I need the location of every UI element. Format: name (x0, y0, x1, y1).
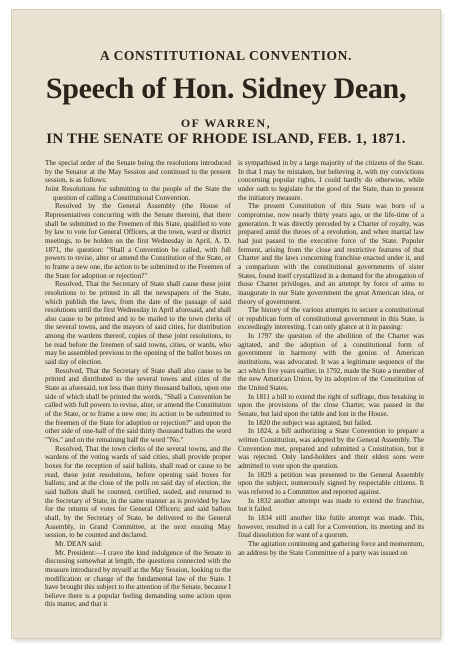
paragraph: Resolved, That the Secretary of State shall cause these joint resolutions to be printed in all the newspapers of the State, which publish the laws, from the date of the passage of said resolutions until the first Wednesday in April aforesaid, and shall also cause to be printed and to be mailed to the town clerks of the several towns, and the mayors of said cities, for distribution among the wardens thereof, copies of these joint resolutions, to be read before the freemen of said towns, cities, or wards, who may be assembled previous to the opening of the ballot boxes on said day of election. (45, 280, 231, 367)
paragraph: The agitation continuing and gathering force and momentum, an address by the State Committee of a party was issued on (238, 539, 424, 557)
paragraph: The special order of the Senate being the resolutions introduced by the Senator at the May Session and continued to the present session, is as follows: (45, 159, 231, 185)
paragraph: In 1832 another attempt was made to extend the franchise, but it failed. (238, 496, 424, 514)
paragraph: In 1797 the question of the abolition of the Charter was agitated, and the adoption of a constitutional form of government in harmony with the genius of American institutions, was advocated. It was a legitimate sequence of the act which five years earlier, in 1792, made the State a member of the new American Union, by its adoption of the Constitution of the United States. (238, 332, 424, 393)
right-text-column (238, 159, 424, 619)
document-page (12, 10, 440, 638)
paragraph: Joint Resolutions for submitting to the people of the State the question of calling a Constitutional Convention. (45, 184, 231, 202)
paragraph: In 1811 a bill to extend the right of suffrage, thus breaking in upon the provisions of the close Charter, was passed in the Senate, but laid upon the table and lost in the House. (238, 392, 424, 419)
paragraph: In 1834 still another like futile attempt was made. This, however, resulted in a call for a Convention, its meeting and its final dissolution for want of a quorum. (238, 513, 424, 540)
left-text-column (45, 159, 231, 619)
paragraph: is sympathised in by a large majority of the citizens of the State. In that I may be mistaken, but believing it, with my convictions concerning popular rights, I could hardly do otherwise, while under oath to legislate for the good of the State, than to present the initiatory measure. (238, 159, 424, 202)
venue-dateline: IN THE SENATE OF RHODE ISLAND, FEB. 1, 1871. (46, 131, 406, 147)
page-title: Speech of Hon. Sidney Dean, (45, 72, 407, 105)
paragraph: Mr. President:—I crave the kind indulgence of the Senate in discussing somewhat at length, the questions connected with the measure introduced by myself at the May Session, looking to the modification or change of the fundamental law of the State. I have brought this subject to the attention of the Senate, because I believe there is a popular feeling demanding some action upon this matter, and that it (45, 548, 231, 609)
paragraph: In 1829 a petition was presented to the General Assembly upon the subject, numerously signed by respectable citizens. It was referred to a Committee and reported against. (238, 470, 424, 496)
paragraph: In 1824, a bill authorizing a State Convention to prepare a written Constitution, was adopted by the General Assembly. The Convention met, prepared and submitted a Constitution, but it was rejected. Only land-holders and their eldest sons were admitted to vote upon the question. (238, 427, 424, 470)
paragraph: The history of the various attempts to secure a constitutional or republican form of constitutional government in this State, is exceedingly interesting. I can only glance at it in passing: (238, 306, 424, 332)
paragraph: The present Constitution of this State was born of a compromise, now nearly thirty years ago, or the life-time of a generation. It was directly preceded by a Charter of royalty, was prepared amid the throes of a revolution, and when martial law had just passed to the executive force of the State. Populer ferment, arising from the close and restrictive features of that Charter and the laws concerning franchise enacted under it, and a comparison with the constitutional governments of sister States, found itself crystallized in a demand for the abrogation of those Charter privileges, and an attempt by force of arms to inaugurate in our State government the great American idea, or theory of government. (238, 202, 424, 306)
kicker-heading: A CONSTITUTIONAL CONVENTION. (100, 48, 352, 63)
subtitle: OF WARREN, (180, 116, 272, 130)
speaker-line: Mr. DEAN said: (55, 539, 103, 548)
paragraph: Resolved by the General Assembly (the House of Representatives concurring with the Senate therein), that there shall be submitted to the Freemen of this State, qualified to vote by law to vote for General Officers, at the town, ward or district meetings, to be holden on the first Wednesday in April, A. D. 1871, the question: "Shall a Convention be called, with full powers to revise, alter or amend the Constitution of the State, or to frame a new one, the action to be submitted to the Freemen of the State for adoption or rejection?" (45, 202, 231, 280)
paragraph: In 1820 the subject was agitated, but failed. (248, 418, 373, 427)
paragraph: Resolved, That the Secretary of State shall also cause to be printed and distributed to the several towns and cities of the State as aforesaid, not less than thirty thousand ballots, upon one side of which shall be printed the words, "Shall a Convention be called with full powers to revise, alter, or amend the Constitution of the State, or to frame a new one; its action to be submitted to the freemen of the State for adoption or rejection?" and upon the other side of one-half of the said thirty thousand ballots the word "Yes," and on the remaining half the word "No." (45, 366, 231, 444)
paragraph: Resolved, That the town clerks of the several towns, and the wardens of the voting wards of said cities, shall provide proper boxes for the reception of said ballots, shall read or cause to be read, these joint resolutions, before opening said boxes for ballots; and at the close of the polls on said day of election, the said ballots shall be counted, certified, sealed, and returned to the Secretary of State, in the same manner as is provided by law for the returns of votes for General Officers; and said ballots shall, by the Secretary of State, be delivered to the General Assembly, in Grand Committee, at the next ensuing May session, to be counted and declared. (45, 444, 231, 540)
